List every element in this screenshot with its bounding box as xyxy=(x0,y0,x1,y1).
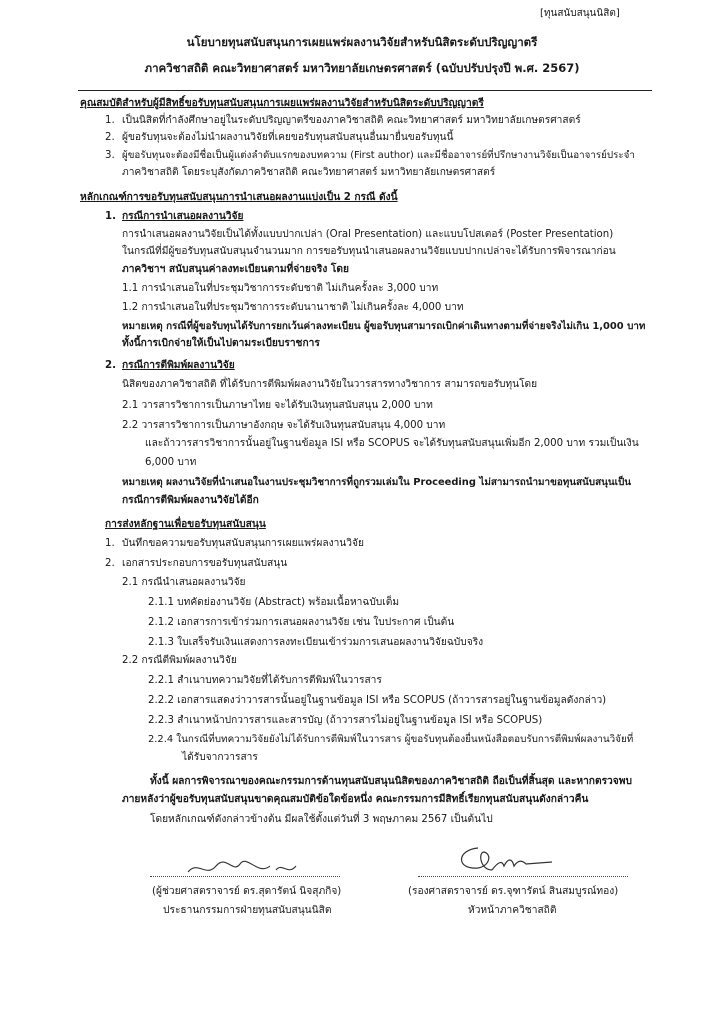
submission-sub-item: 2.1.3 ใบเสร็จรับเงินแสดงการลงทะเบียนเข้าร่วมการเสนอผลงานวิจัยฉบับจริง xyxy=(148,637,484,648)
left-signature-scribble xyxy=(178,852,378,882)
case2-note-continued: กรณีการตีพิมพ์ผลงานวิจัยได้อีก xyxy=(122,495,259,506)
right-signatory-position: หัวหน้าภาควิชาสถิติ xyxy=(468,905,557,916)
right-signature-scribble xyxy=(448,840,568,880)
case1-paragraph: ภาควิชาฯ สนับสนุนค่าลงทะเบียนตามที่จ่ายจริง โดย xyxy=(122,264,349,275)
left-signature xyxy=(178,852,378,882)
case2-sub-item-continued: 6,000 บาท xyxy=(145,457,197,468)
left-signatory-position: ประธานกรรมการฝ่ายทุนสนับสนุนนิสิต xyxy=(163,905,332,916)
submission-sub-heading: 2.1 กรณีนำเสนอผลงานวิจัย xyxy=(122,577,246,588)
qualification-number: 2. xyxy=(105,132,115,143)
case2-title: กรณีการตีพิมพ์ผลงานวิจัย xyxy=(122,360,235,371)
submission-sub-item: 2.2.3 สำเนาหน้าปกวารสารและสารบัญ (ถ้าวารสารไม่อยู่ในฐานข้อมูล ISI หรือ SCOPUS) xyxy=(148,715,543,726)
qualification-item: เป็นนิสิตที่กำลังศึกษาอยู่ในระดับปริญญาตรีของภาควิชาสถิติ คณะวิทยาศาสตร์ มหาวิทยาลัยเกษตรศาสตร์ xyxy=(122,115,581,126)
case2-sub-item-continued: และถ้าวารสารวิชาการนั้นอยู่ในฐานข้อมูล ISI หรือ SCOPUS จะได้รับทุนสนับสนุนเพิ่มอีก 2,000 บาท รวมเป็นเงิน xyxy=(145,438,639,449)
submission-sub-item-continued: ได้รับจากวารสาร xyxy=(182,752,258,763)
case1-note-continued: ทั้งนี้การเบิกจ่ายให้เป็นไปตามระเบียบราชการ xyxy=(122,338,320,349)
header-rule xyxy=(78,90,652,91)
qualification-number: 1. xyxy=(105,115,115,126)
closing-paragraph-continued: ภายหลังว่าผู้ขอรับทุนสนับสนุนขาดคุณสมบัติข้อใดข้อหนึ่ง คณะกรรมการมีสิทธิ์เรียกทุนสนับสนุนดังกล่าวคืน xyxy=(122,794,589,805)
right-signature-line xyxy=(418,876,628,877)
case1-sub-item: 1.1 การนำเสนอในที่ประชุมวิชาการระดับชาติ ไม่เกินครั้งละ 3,000 บาท xyxy=(122,283,439,294)
case1-paragraph: ในกรณีที่มีผู้ขอรับทุนสนับสนุนจำนวนมาก การขอรับทุนนำเสนอผลงานวิจัยแบบปากเปล่าจะได้รับการพิจารณาก่อน xyxy=(122,246,616,257)
case-number: 2. xyxy=(105,360,116,371)
case1-note: หมายเหตุ กรณีที่ผู้ขอรับทุนได้รับการยกเว้นค่าลงทะเบียน ผู้ขอรับทุนสามารถเบิกค่าเดินทางตามที่จ่ายจริงไม่เกิน 1,000 บาท xyxy=(122,321,646,332)
left-signature-line xyxy=(150,876,340,877)
submission-heading: การส่งหลักฐานเพื่อขอรับทุนสนับสนุน xyxy=(105,519,266,530)
case2-paragraph: นิสิตของภาควิชาสถิติ ที่ได้รับการตีพิมพ์ผลงานวิจัยในวารสารทางวิชาการ สามารถขอรับทุนโดย xyxy=(122,379,538,390)
right-signatory-name: (รองศาสตราจารย์ ดร.จุฑารัตน์ สินสมบูรณ์ทอง) xyxy=(408,886,619,897)
case2-note: หมายเหตุ ผลงานวิจัยที่นำเสนอในงานประชุมวิชาการที่ถูกรวมเล่มใน Proceeding ไม่สามารถนำมาขอทุนสนับสนุนเป็น xyxy=(122,477,631,488)
document-title: นโยบายทุนสนับสนุนการเผยแพร่ผลงานวิจัยสำหรับนิสิตระดับปริญญาตรี xyxy=(186,35,538,49)
submission-sub-item: 2.2.4 ในกรณีที่บทความวิจัยยังไม่ได้รับการตีพิมพ์ในวารสาร ผู้ขอรับทุนต้องยื่นหนังสือตอบรับการตีพิมพ์ผลงานวิจัยที่ xyxy=(148,734,634,745)
case1-paragraph: การนำเสนอผลงานวิจัยเป็นได้ทั้งแบบปากเปล่า (Oral Presentation) และแบบโปสเตอร์ (Poster Presentation) xyxy=(122,229,614,240)
effective-date-paragraph: โดยหลักเกณฑ์ดังกล่าวข้างต้น มีผลใช้ตั้งแต่วันที่ 3 พฤษภาคม 2567 เป็นต้นไป xyxy=(150,814,493,825)
submission-sub-item: 2.2.1 สำเนาบทความวิจัยที่ได้รับการตีพิมพ์ในวารสาร xyxy=(148,675,382,686)
criteria-heading: หลักเกณฑ์การขอรับทุนสนับสนุนการนำเสนอผลงานแบ่งเป็น 2 กรณี ดังนี้ xyxy=(80,192,398,203)
case2-sub-item: 2.2 วารสารวิชาการเป็นภาษาอังกฤษ จะได้รับเงินทุนสนับสนุน 4,000 บาท xyxy=(122,420,446,431)
closing-paragraph: ทั้งนี้ ผลการพิจารณาของคณะกรรมการด้านทุนสนับสนุนนิสิตของภาควิชาสถิติ ถือเป็นที่สิ้นสุด และหากตรวจพบ xyxy=(150,776,632,787)
submission-number: 2. xyxy=(105,558,115,569)
submission-number: 1. xyxy=(105,538,115,549)
submission-item: เอกสารประกอบการขอรับทุนสนับสนุน xyxy=(122,558,288,569)
qualification-item: ผู้ขอรับทุนจะต้องไม่นำผลงานวิจัยที่เคยขอรับทุนสนับสนุนอื่นมายื่นขอรับทุนนี้ xyxy=(122,132,454,143)
submission-item: บันทึกขอความขอรับทุนสนับสนุนการเผยแพร่ผลงานวิจัย xyxy=(122,538,364,549)
qualifications-heading: คุณสมบัติสำหรับผู้มีสิทธิ์ขอรับทุนสนับสนุนการเผยแพร่ผลงานวิจัยสำหรับนิสิตระดับปริญญาตรี xyxy=(80,98,484,109)
right-signatory-position-label xyxy=(468,903,556,919)
document-subtitle: ภาควิชาสถิติ คณะวิทยาศาสตร์ มหาวิทยาลัยเกษตรศาสตร์ (ฉบับปรับปรุงปี พ.ศ. 2567) xyxy=(144,61,580,75)
document-tag: [ทุนสนับสนุนนิสิต] xyxy=(540,8,620,19)
case1-title: กรณีการนำเสนอผลงานวิจัย xyxy=(122,211,244,222)
qualification-number: 3. xyxy=(105,150,115,161)
submission-sub-item: 2.2.2 เอกสารแสดงว่าวารสารนั้นอยู่ในฐานข้อมูล ISI หรือ SCOPUS (ถ้าวารสารอยู่ในฐานข้อมูลดังกล่าว) xyxy=(148,695,607,706)
case-number: 1. xyxy=(105,211,116,222)
submission-sub-item: 2.1.2 เอกสารการเข้าร่วมการเสนอผลงานวิจัย เช่น ใบประกาศ เป็นต้น xyxy=(148,617,455,628)
submission-sub-heading: 2.2 กรณีตีพิมพ์ผลงานวิจัย xyxy=(122,655,237,666)
submission-sub-item: 2.1.1 บทคัดย่องานวิจัย (Abstract) พร้อมเนื้อหาฉบับเต็ม xyxy=(148,597,400,608)
qualification-item: ผู้ขอรับทุนจะต้องมีชื่อเป็นผู้แต่งลำดับแรกของบทความ (First author) และมีชื่ออาจารย์ที่ปรึกษางานวิจัยเป็นอาจารย์ประจำ xyxy=(122,150,635,161)
right-signature xyxy=(448,840,568,880)
case1-sub-item: 1.2 การนำเสนอในที่ประชุมวิชาการระดับนานาชาติ ไม่เกินครั้งละ 4,000 บาท xyxy=(122,302,464,313)
case2-sub-item: 2.1 วารสารวิชาการเป็นภาษาไทย จะได้รับเงินทุนสนับสนุน 2,000 บาท xyxy=(122,400,433,411)
qualification-item-continued: ภาควิชาสถิติ โดยระบุสังกัดภาควิชาสถิติ คณะวิทยาศาสตร์ มหาวิทยาลัยเกษตรศาสตร์ xyxy=(122,167,496,178)
left-signatory-name: (ผู้ช่วยศาสตราจารย์ ดร.สุดารัตน์ นิจสุภกิจ) xyxy=(152,886,342,897)
